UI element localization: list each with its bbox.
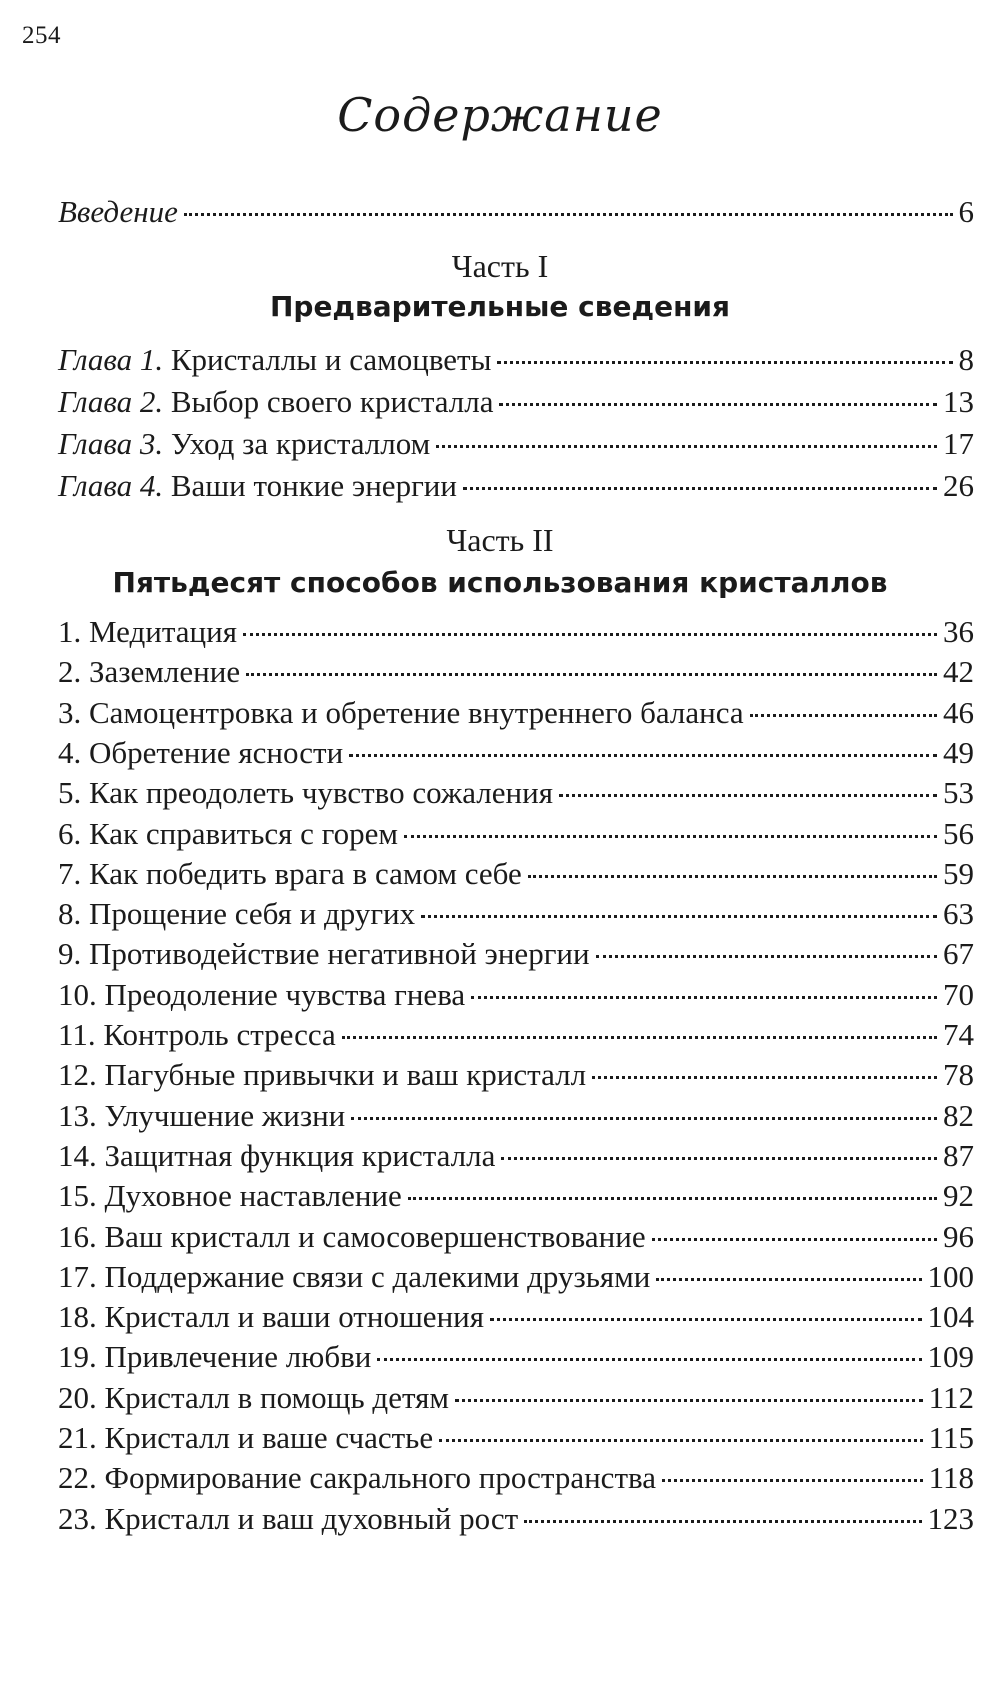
page-title: Содержание (337, 88, 663, 142)
toc-entry-page: 36 (943, 614, 974, 649)
dot-leader (463, 487, 937, 490)
dot-leader (662, 1479, 923, 1482)
toc-entry-label: 19. Привлечение любви (58, 1339, 372, 1374)
dot-leader (404, 835, 937, 838)
toc-entry-page: 17 (943, 426, 974, 461)
toc-entry-item[interactable] (58, 1015, 974, 1055)
toc-entry-label: Введение (58, 194, 178, 229)
toc-entry-chapter[interactable] (58, 424, 974, 464)
page-number: 254 (22, 22, 61, 49)
toc-entry-page: 63 (943, 896, 974, 931)
toc-entry-label (58, 382, 493, 422)
toc-entry-item[interactable] (58, 1136, 974, 1176)
toc-entry-item[interactable] (58, 1257, 974, 1297)
toc-entry-item[interactable] (58, 1458, 974, 1498)
toc-entry-item[interactable] (58, 854, 974, 894)
dot-leader (408, 1197, 937, 1200)
toc-entry-item[interactable] (58, 773, 974, 813)
toc-entry-page: 74 (943, 1017, 974, 1052)
toc-entry-intro[interactable] (58, 192, 974, 232)
toc-entry-item[interactable] (58, 1217, 974, 1257)
dot-leader (559, 794, 937, 797)
dot-leader (342, 1036, 937, 1039)
toc-entry-label: 7. Как победить врага в самом себе (58, 856, 522, 891)
toc-entry-item[interactable] (58, 814, 974, 854)
dot-leader (592, 1076, 937, 1079)
toc-entry-item[interactable] (58, 1378, 974, 1418)
toc-entry-page: 8 (958, 342, 974, 377)
dot-leader (652, 1238, 937, 1241)
dot-leader (528, 875, 937, 878)
dot-leader (246, 673, 937, 676)
dot-leader (499, 403, 937, 406)
toc-entry-label: 1. Медитация (58, 614, 237, 649)
toc-entry-page: 118 (928, 1460, 974, 1495)
chapter-title: Выбор своего кристалла (170, 384, 494, 419)
toc-entry-page: 96 (943, 1219, 974, 1254)
toc-entry-item[interactable] (58, 733, 974, 773)
toc-entry-page: 92 (943, 1178, 974, 1213)
toc-entry-label: 8. Прощение себя и других (58, 896, 416, 931)
toc-entry-page: 56 (943, 816, 974, 851)
dot-leader (349, 754, 937, 757)
dot-leader (421, 915, 937, 918)
toc-entry-label: 14. Защитная функция кристалла (58, 1138, 496, 1173)
dot-leader (439, 1439, 923, 1442)
toc-entry-page: 49 (943, 735, 974, 770)
toc-entry-chapter[interactable] (58, 382, 974, 422)
toc-entry-page: 112 (928, 1380, 974, 1415)
toc-entry-label (58, 424, 430, 464)
toc-entry-page: 59 (943, 856, 974, 891)
toc-entry-label: 17. Поддержание связи с далекими друзьями (58, 1259, 651, 1294)
toc-entry-page: 46 (943, 695, 974, 730)
toc-entry-label: 12. Пагубные привычки и ваш кристалл (58, 1057, 587, 1092)
toc-entry-page: 100 (927, 1259, 974, 1294)
toc-entry-label: 11. Контроль стресса (58, 1017, 336, 1052)
toc-entry-page: 104 (927, 1299, 974, 1334)
toc-entry-label: 13. Улучшение жизни (58, 1098, 346, 1133)
chapter-prefix: Глава 2. (58, 384, 164, 419)
toc-entry-label (58, 340, 491, 380)
toc-entry-page: 109 (927, 1339, 974, 1374)
chapter-title: Уход за кристаллом (170, 426, 431, 461)
toc-entry-chapter[interactable] (58, 340, 974, 380)
dot-leader (490, 1318, 921, 1321)
part-1-heading: Часть I (451, 248, 549, 284)
toc-entry-page: 26 (943, 468, 974, 503)
toc-entry-item[interactable] (58, 1418, 974, 1458)
toc-entry-item[interactable] (58, 1176, 974, 1216)
toc-entry-item[interactable] (58, 1337, 974, 1377)
toc-entry-item[interactable] (58, 894, 974, 934)
toc-entry-item[interactable] (58, 1499, 974, 1539)
toc-entry-item[interactable] (58, 693, 974, 733)
toc-entry-label: 23. Кристалл и ваш духовный рост (58, 1501, 519, 1536)
toc-entry-label: 16. Ваш кристалл и самосовершенствование (58, 1219, 646, 1254)
part-1-title: Предварительные сведения (269, 290, 731, 323)
dot-leader (656, 1278, 921, 1281)
toc-entry-item[interactable] (58, 975, 974, 1015)
dot-leader (471, 996, 937, 999)
toc-entry-label: 3. Самоцентровка и обретение внутреннего баланса (58, 695, 744, 730)
dot-leader (501, 1157, 937, 1160)
toc-entry-item[interactable] (58, 934, 974, 974)
toc-entry-label: 2. Заземление (58, 654, 241, 689)
toc-entry-item[interactable] (58, 1297, 974, 1337)
toc-entry-page: 70 (943, 977, 974, 1012)
toc-entry-item[interactable] (58, 1055, 974, 1095)
toc-entry-item[interactable] (58, 612, 974, 652)
toc-entry-page: 67 (943, 936, 974, 971)
toc-entry-page: 115 (928, 1420, 974, 1455)
part-2-heading: Часть II (446, 522, 554, 558)
chapter-prefix: Глава 3. (58, 426, 164, 461)
dot-leader (596, 955, 937, 958)
toc-entry-label: 21. Кристалл и ваше счастье (58, 1420, 434, 1455)
toc-entry-page: 123 (927, 1501, 974, 1536)
toc-entry-page: 13 (943, 384, 974, 419)
dot-leader (524, 1520, 921, 1523)
chapter-title: Кристаллы и самоцветы (170, 342, 492, 377)
chapter-prefix: Глава 4. (58, 468, 164, 503)
toc-entry-label (58, 466, 457, 506)
dot-leader (436, 445, 937, 448)
toc-entry-page: 78 (943, 1057, 974, 1092)
toc-entry-label: 6. Как справиться с горем (58, 816, 398, 851)
toc-entry-page: 42 (943, 654, 974, 689)
toc-entry-page: 53 (943, 775, 974, 810)
toc-entry-label: 10. Преодоление чувства гнева (58, 977, 466, 1012)
toc-entry-page: 6 (958, 194, 974, 229)
dot-leader (455, 1399, 923, 1402)
dot-leader (750, 714, 937, 717)
toc-entry-item[interactable] (58, 1096, 974, 1136)
toc-entry-label: 9. Противодействие негативной энергии (58, 936, 590, 971)
toc-entry-label: 20. Кристалл в помощь детям (58, 1380, 449, 1415)
toc-entry-label: 15. Духовное наставление (58, 1178, 402, 1213)
toc-entry-item[interactable] (58, 652, 974, 692)
toc-entry-label: 18. Кристалл и ваши отношения (58, 1299, 485, 1334)
dot-leader (184, 213, 953, 216)
chapter-prefix: Глава 1. (58, 342, 164, 377)
toc-entry-label: 4. Обретение ясности (58, 735, 344, 770)
dot-leader (377, 1358, 921, 1361)
dot-leader (243, 633, 937, 636)
toc-entry-label: 5. Как преодолеть чувство сожаления (58, 775, 553, 810)
dot-leader (497, 361, 952, 364)
toc-entry-label: 22. Формирование сакрального пространства (58, 1460, 656, 1495)
dot-leader (351, 1117, 937, 1120)
toc-entry-chapter[interactable] (58, 466, 974, 506)
part-2-title: Пятьдесят способов использования кристаллов (112, 566, 888, 599)
chapter-title: Ваши тонкие энергии (170, 468, 457, 503)
toc-entry-page: 87 (943, 1138, 974, 1173)
toc-entry-page: 82 (943, 1098, 974, 1133)
